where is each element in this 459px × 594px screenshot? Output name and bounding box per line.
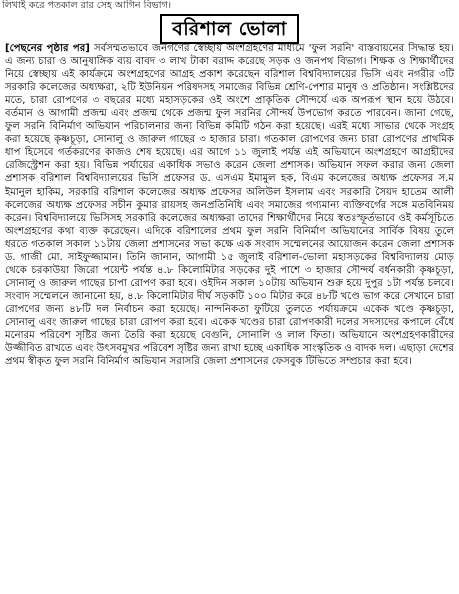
- previous-article-fragment: লিখাই করে পতকাল রার সেহ আগিন বিভাগ।: [2, 0, 172, 11]
- headline: বরিশাল ভোলা: [160, 14, 299, 44]
- article-text: সর্বসম্মতভাবে জনগণের স্বেচ্ছায় অংশগ্রহণের মাধ্যমে 'ফুল সরনি' বাস্তবায়নের সিদ্ধান্ত হয়। এ জন্য চারা ও আনুষাঙ্গিক ব্যয় বাবদ ৩ লাখ টাকা বরাদ্দ করেছে সড়ক ও জনপথ বিভাগ। শিক্ষক ও শিক্ষার্থীদের নিয়ে স্বেচ্ছায় এই কার্যক্রমে অংশগ্রহণের আগ্রহ প্রকাশ করেছেন বরিশাল বিশ্ববিদ্যালয়ের ভিসি এবং নগরীর ৩টি সরকারি কলেজের অধ্যক্ষরা, ২টি ইউনিয়ন পরিষদসহ সমাজের বিভিন্ন শ্রেণি-পেশার মানুষ ও প্রতিষ্ঠান। সংশ্লিষ্টদের মতে, চারা রোপণের ৩ বছরের মধ্যে মহাসড়কের ওই অংশে প্রাকৃতিক সৌন্দর্যে এক অপরূপ স্থান হয়ে উঠবে। বর্তমান ও আগামী প্রজন্ম এবং প্রজন্ম থেকে প্রজন্ম ফুল সরনির সৌন্দর্য উপভোগ করতে পারবেন। জানা গেছে, ফুল সরনি বিনির্মাণ অভিযান পরিচালনার জন্য বিভিন্ন কমিটি গঠন করা হয়েছে। এরই মধ্যে সাভার থেকে সংগ্রহ করা হয়েছে কৃষ্ণচূড়া, সোনালু ও জারুল গাছের ৩ হাজার চারা। গতকাল রোপণের জন্য চারা রোপণের প্রাথমিক ধাপ হিসেবে গর্তকরণের কাজও শেষ হয়েছে। এর আগে ১১ জুলাই পর্যন্ত এই অভিযানে অংশগ্রহণে আগ্রহীদের রেজিস্ট্রেশন করা হয়। বিভিন্ন পর্যায়ের একাধিক সভাও করেন জেলা প্রশাসক। অভিযান সফল করার জন্য জেলা প্রশাসক বরিশাল বিশ্ববিদ্যালয়ের ভিসি প্রফেসর ড. এসএম ইমামুল হক, বিএম কলেজের অধ্যক্ষ প্রফেসর স.ম ইমানুল হাকিম, সরকারি বরিশাল কলেজের অধ্যক্ষ প্রফেসর অলিউল ইসলাম এবং সরকারি সৈয়দ হাতেম আলী কলেজের অধ্যক্ষ প্রফেসর সচীন কুমার রায়সহ জনপ্রতিনিধি এবং সমাজের গণ্যমান্য ব্যক্তিবর্গের সঙ্গে মতবিনিময় করেন। বিশ্ববিদ্যালয়ে ভিসিসহ সরকারি কলেজের অধ্যক্ষরা তাদের শিক্ষার্থীদের নিয়ে স্বতঃস্ফূর্তভাবে ওই কর্মসূচিতে অংশগ্রহণের কথা ব্যক্ত করেছেন। এদিকে বরিশালের প্রথম ফুল সরনি বিনির্মাণ অভিযানের সার্বিক বিষয় তুলে ধরতে গতকাল সকাল ১১টায় জেলা প্রশাসনের সভা কক্ষে এক সংবাদ সম্মেলনের আয়োজন করেন জেলা প্রশাসক ড. গাজী মো. সাইফুজ্জামান। তিনি জানান, আগামী ১৫ জুলাই বরিশাল-ভোলা মহাসড়কের বিশ্ববিদ্যালয় মোড় থেকে চরকাউয়া জিরো পয়েন্ট পর্যন্ত ৪.৮ কিলোমিটার সড়কের দুই পাশে ৩ হাজার সৌন্দর্য বর্ধনকারী কৃষ্ণচূড়া, সোনালু ও জারুল গাছের চাপা রোপণ করা হবে। ওইদিন সকাল ১০টায় অভিযান শুরু হয়ে দুপুর ১টা পর্যন্ত চলবে। সংবাদ সম্মেলনে জানানো হয়, ৪.৮ কিলোমিটার দীর্ঘ সড়কটি ১০০ মিটার করে ৪৮টি খণ্ডে ভাগ করে সেখানে চারা রোপণের জন্য ৪৮টি দল নির্বাচন করা হয়েছে। নান্দনিকতা ফুটিয়ে তুলতে পর্যায়ক্রমে একেক খণ্ডে কৃষ্ণচূড়া, সোনালু এবং জারুল গাছের চারা রোপণ করা হবে। একেক খণ্ডের চারা রোপণকারী দলের সদস্যদের কপালে বেঁধে মনোরম পরিবেশ সৃষ্টির জন্য তৈরি করা হয়েছে বেগুনি, সোনালি ও লাল ফিতা। অভিযানে অংশগ্রহণকারীদের উজ্জীবিত রাখতে এবং উৎসবমুখর পরিবেশ সৃষ্টির জন্য রাখা হচ্ছে একাধিক সাংস্কৃতিক ও বাদক দল। এছাড়া দেশের প্রথম স্বীকৃত ফুল সরনি বিনির্মাণ অভিযান সরাসরি জেলা প্রশাসনের ফেসবুক টিভিতে সম্প্রচার করা হবে।: [5, 43, 454, 368]
- article-body: [5, 42, 454, 592]
- headline-container: [0, 14, 459, 44]
- continued-tag: [পেছনের পৃষ্ঠার পর]: [5, 43, 90, 54]
